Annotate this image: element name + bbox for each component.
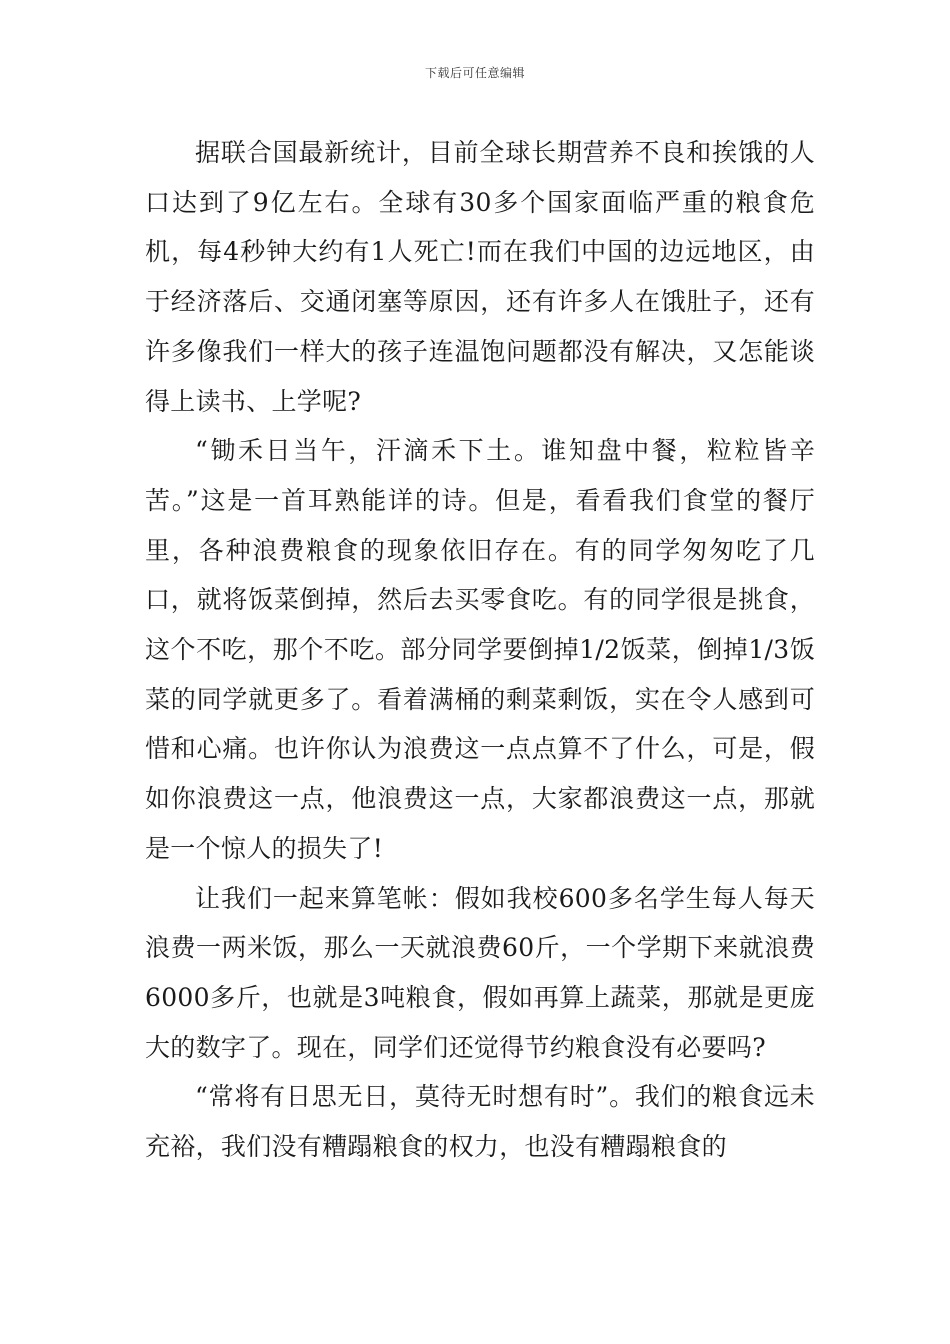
document-body (145, 128, 815, 1172)
paragraph-2: “锄禾日当午，汗滴禾下土。谁知盘中餐，粒粒皆辛苦。”这是一首耳熟能详的诗。但是，看看我们食堂的餐厅里，各种浪费粮食的现象依旧存在。有的同学匆匆吃了几口，就将饭菜倒掉，然后去买零食吃。有的同学很是挑食，这个不吃，那个不吃。部分同学要倒掉1/2饭菜，倒掉1/3饭菜的同学就更多了。看着满桶的剩菜剩饭，实在令人感到可惜和心痛。也许你认为浪费这一点点算不了什么，可是，假如你浪费这一点，他浪费这一点，大家都浪费这一点，那就是一个惊人的损失了! (145, 436, 815, 863)
paragraph-4: “常将有日思无日，莫待无时想有时”。我们的粮食远未充裕，我们没有糟蹋粮食的权力，也没有糟蹋粮食的 (145, 1082, 815, 1162)
paragraph-1: 据联合国最新统计，目前全球长期营养不良和挨饿的人口达到了9亿左右。全球有30多个国家面临严重的粮食危机，每4秒钟大约有1人死亡!而在我们中国的边远地区，由于经济落后、交通闭塞等原因，还有许多人在饿肚子，还有许多像我们一样大的孩子连温饱问题都没有解决，又怎能谈得上读书、上学呢? (145, 138, 815, 416)
paragraph-3: 让我们一起来算笔帐：假如我校600多名学生每人每天浪费一两米饭，那么一天就浪费60斤，一个学期下来就浪费6000多斤，也就是3吨粮食，假如再算上蔬菜，那就是更庞大的数字了。现在，同学们还觉得节约粮食没有必要吗? (145, 883, 815, 1062)
page-header: 下载后可任意编辑 (424, 66, 525, 80)
